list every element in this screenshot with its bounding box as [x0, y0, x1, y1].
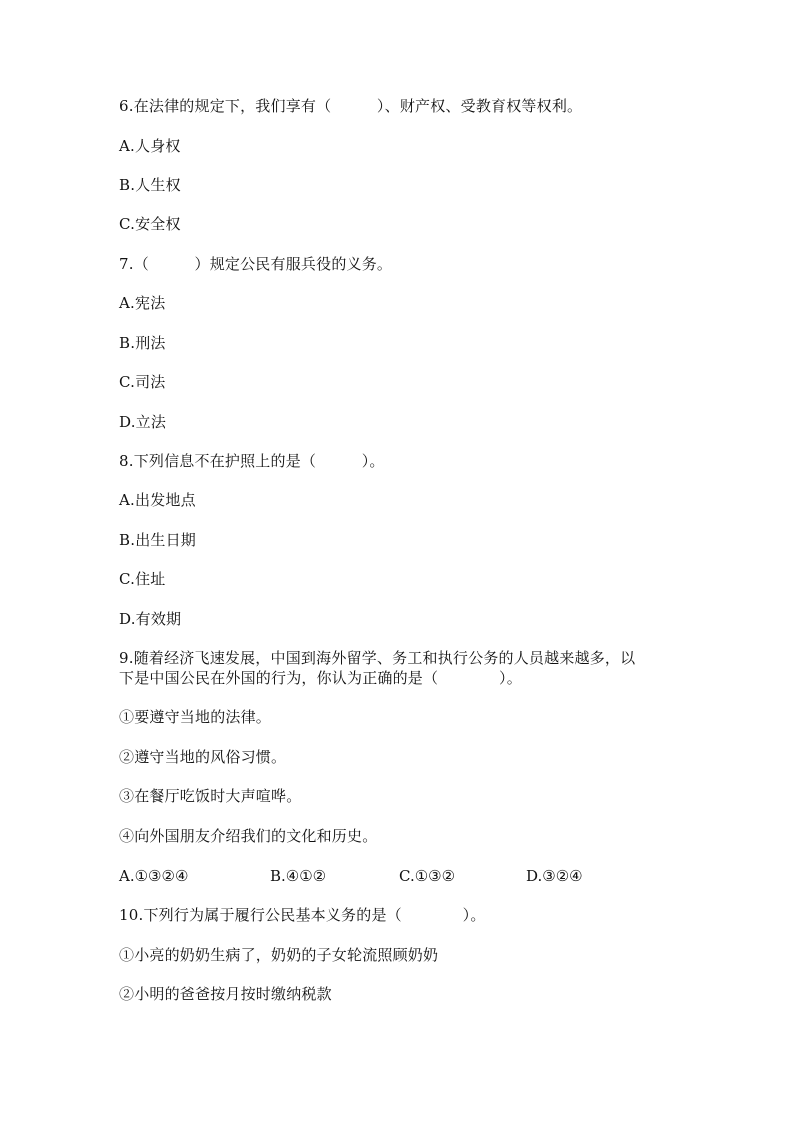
question-8-option-a: A.出发地点	[119, 491, 196, 509]
question-9-item-1: ①要遵守当地的法律。	[119, 708, 272, 726]
question-8-stem: 8.下列信息不在护照上的是（ ）。	[119, 452, 385, 470]
question-9-option-c: C.①③②	[399, 867, 456, 885]
question-8-option-c: C.住址	[119, 570, 166, 588]
question-7-option-c: C.司法	[119, 373, 166, 391]
question-10-stem: 10.下列行为属于履行公民基本义务的是（ ）。	[119, 906, 486, 924]
question-9-item-3: ③在餐厅吃饭时大声喧哗。	[119, 787, 302, 805]
question-6-option-b: B.人生权	[119, 176, 181, 194]
question-10-item-1: ①小亮的奶奶生病了，奶奶的子女轮流照顾奶奶	[119, 946, 439, 964]
question-9-option-a: A.①③②④	[119, 867, 189, 885]
question-9-option-b: B.④①②	[270, 867, 327, 885]
question-9-stem-line-2: 下是中国公民在外国的行为，你认为正确的是（ ）。	[119, 669, 522, 687]
question-7-option-b: B.刑法	[119, 334, 166, 352]
question-9-item-2: ②遵守当地的风俗习惯。	[119, 748, 287, 766]
question-6-stem: 6.在法律的规定下，我们享有（ ）、财产权、受教育权等权利。	[119, 97, 583, 115]
question-7-option-a: A.宪法	[119, 294, 166, 312]
question-6-option-c: C.安全权	[119, 215, 181, 233]
question-8-option-d: D.有效期	[119, 610, 182, 628]
question-10-item-2: ②小明的爸爸按月按时缴纳税款	[119, 985, 332, 1003]
question-6-option-a: A.人身权	[119, 137, 181, 155]
question-9-stem-line-1: 9.随着经济飞速发展，中国到海外留学、务工和执行公务的人员越来越多，以	[119, 649, 636, 667]
question-9-option-d: D.③②④	[526, 867, 583, 885]
question-7-option-d: D.立法	[119, 413, 167, 431]
question-9-item-4: ④向外国朋友介绍我们的文化和历史。	[119, 827, 378, 845]
question-8-option-b: B.出生日期	[119, 531, 196, 549]
question-7-stem: 7.（ ）规定公民有服兵役的义务。	[119, 255, 393, 273]
